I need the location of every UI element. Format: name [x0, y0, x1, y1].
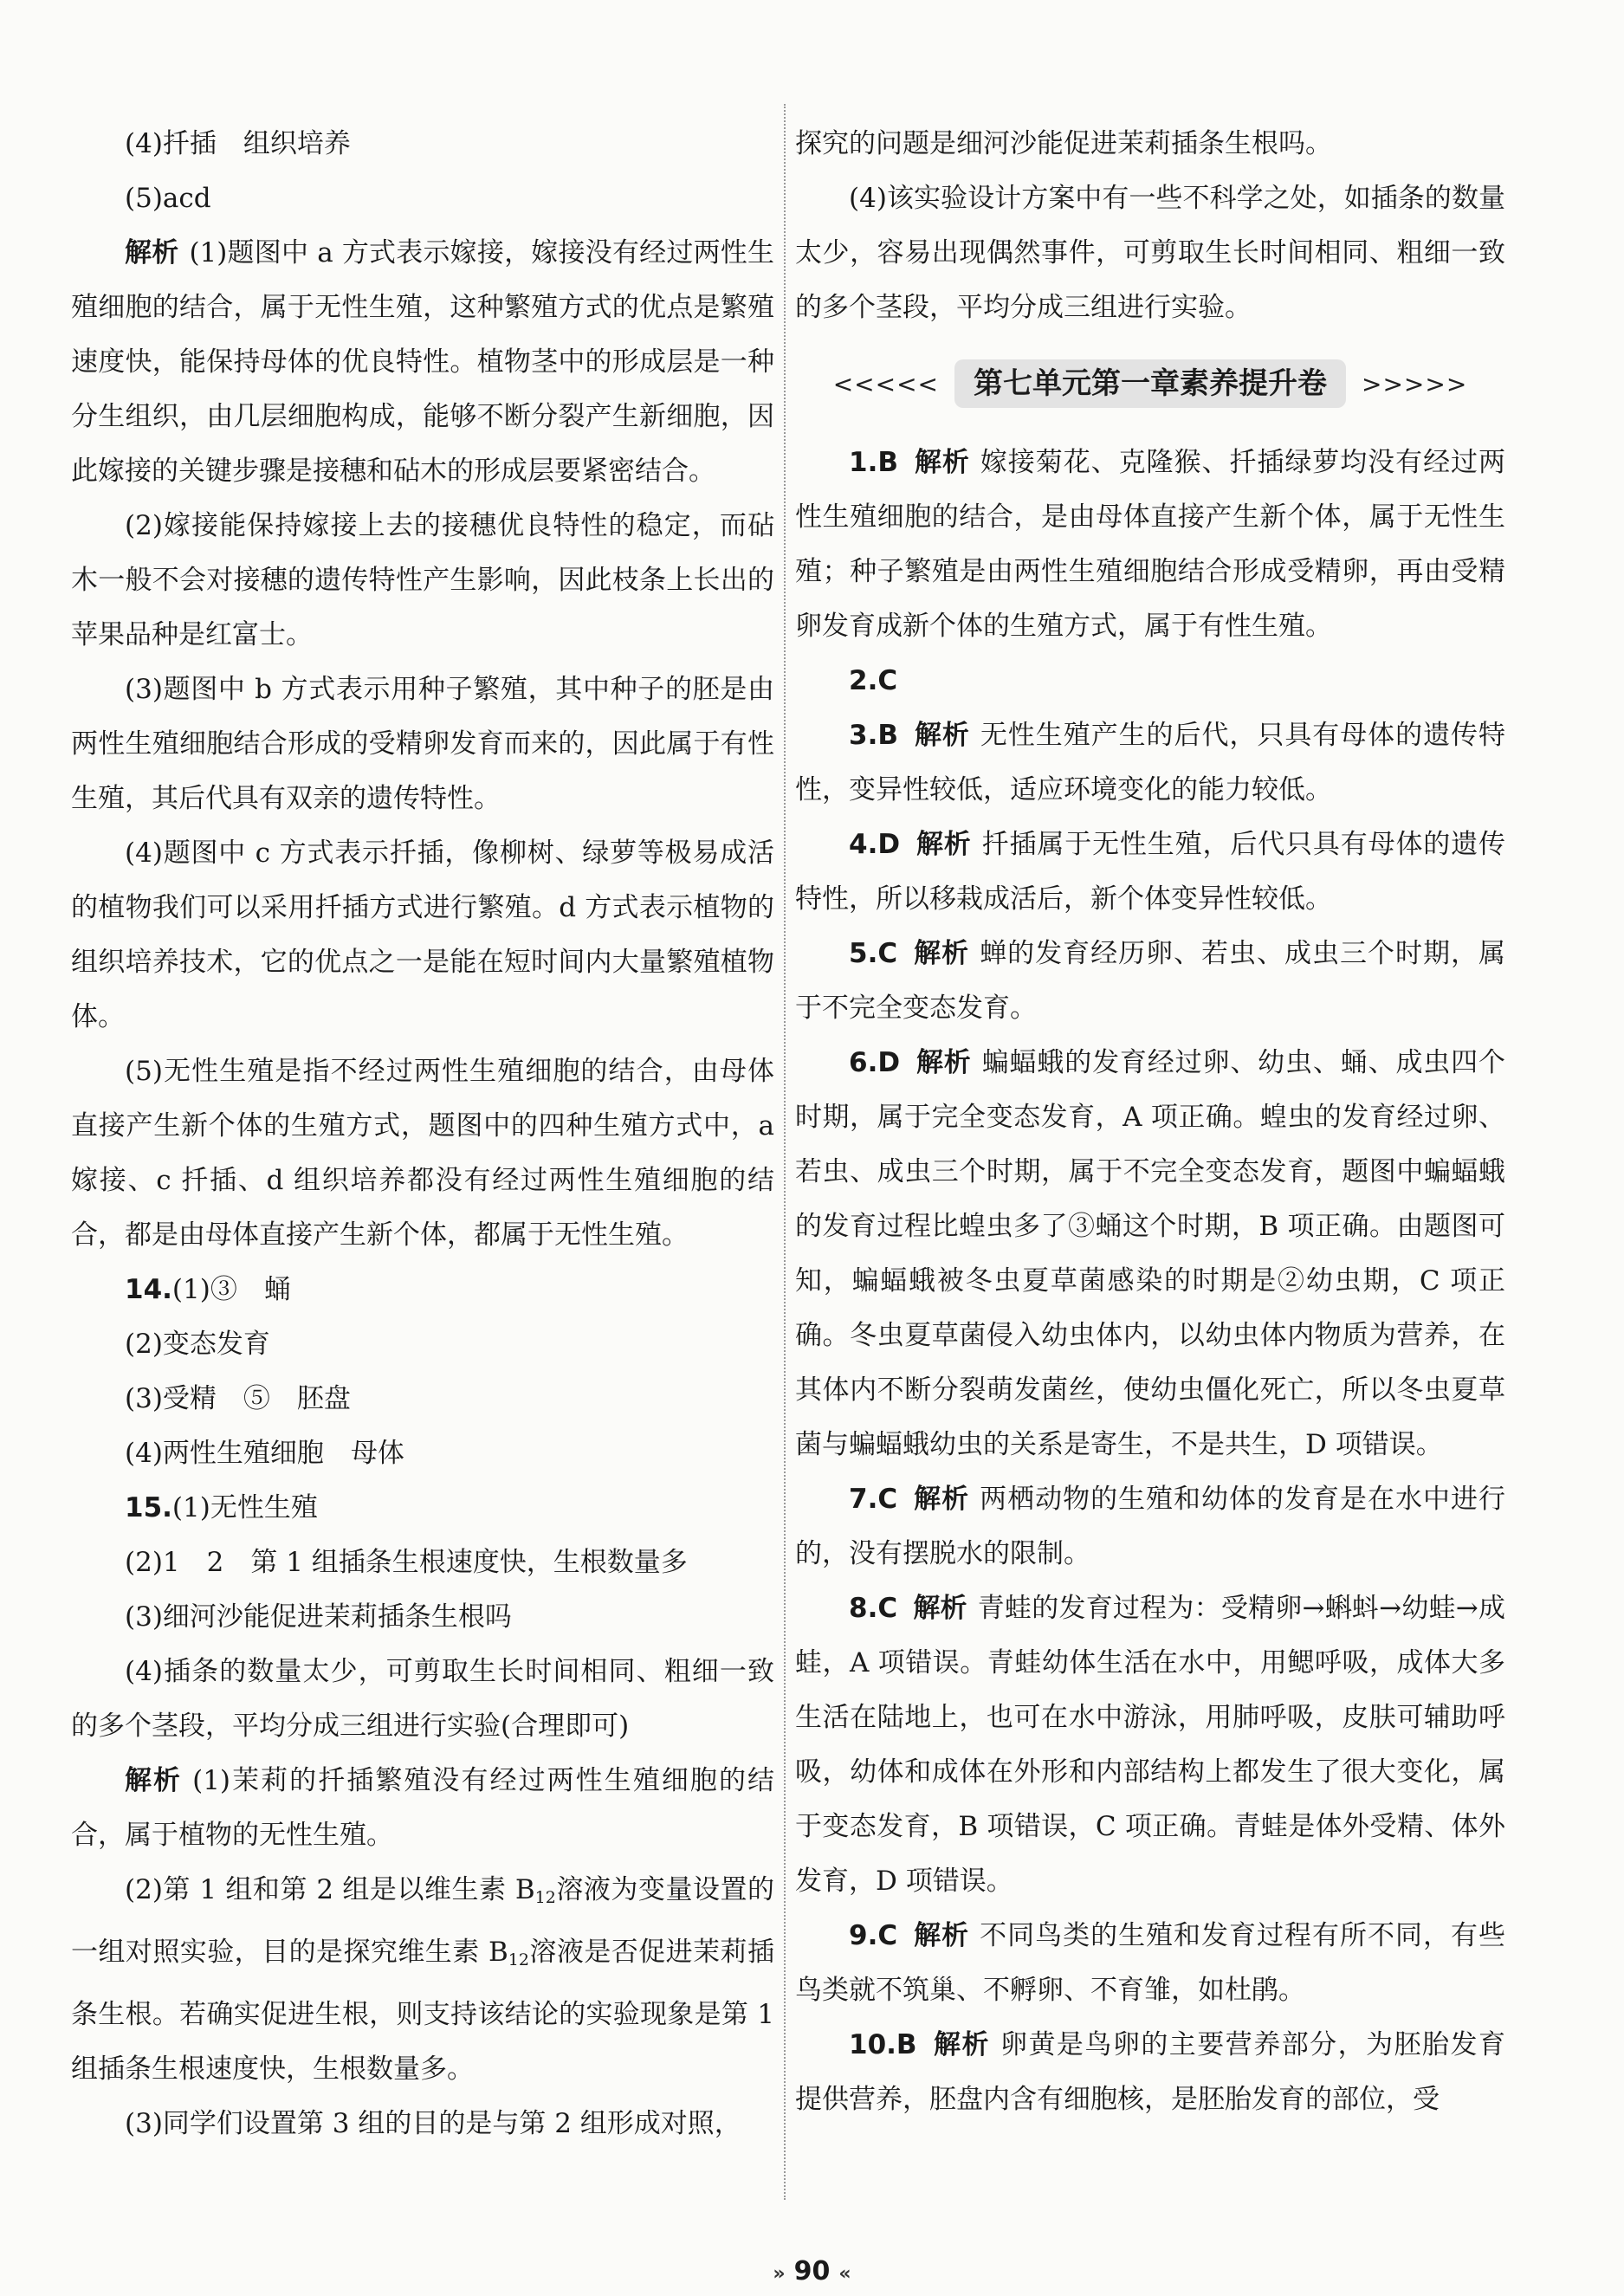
question-number: 6.D — [849, 1047, 901, 1078]
analysis-label: 解析 — [916, 1047, 972, 1078]
analysis-paragraph: 解析 (1)茉莉的扦插繁殖没有经过两性生殖细胞的结合，属于植物的无性生殖。 — [71, 1765, 774, 1851]
answer-item: 1.B 解析 嫁接菊花、克隆猴、扦插绿萝均没有经过两性生殖细胞的结合，是由母体直接产生新个体，属于无性生殖；种子繁殖是由两性生殖细胞结合形成受精卵，再由受精卵发育成新个体的生殖方式，属于有性生殖。 — [795, 447, 1505, 642]
double-arrow-icon: » — [773, 2263, 786, 2285]
answer-item: 5.C 解析 蝉的发育经历卵、若虫、成虫三个时期，属于不完全变态发育。 — [795, 938, 1505, 1024]
analysis-label: 解析 — [125, 1765, 183, 1796]
analysis-paragraph: (4)该实验设计方案中有一些不科学之处，如插条的数量太少，容易出现偶然事件，可剪取生长时间相同、粗细一致的多个茎段，平均分成三组进行实验。 — [795, 183, 1505, 323]
question-number: 2.C — [849, 665, 898, 696]
right-column — [795, 117, 1505, 2127]
question-number: 7.C — [849, 1484, 898, 1515]
answer-line: (3)受精 ⑤ 胚盘 — [125, 1383, 351, 1414]
question-number: 8.C — [849, 1593, 898, 1624]
analysis-label: 解析 — [913, 1920, 970, 1951]
question-14-answer: 14.(1)③ 蛹 — [125, 1274, 291, 1305]
answer-line: (2)变态发育 — [125, 1329, 270, 1360]
question-number: 15. — [125, 1492, 172, 1523]
answer-item: 7.C 解析 两栖动物的生殖和幼体的发育是在水中进行的，没有摆脱水的限制。 — [795, 1484, 1505, 1569]
analysis-label: 解析 — [913, 1593, 967, 1624]
answer-item: 9.C 解析 不同鸟类的生殖和发育过程有所不同，有些鸟类就不筑巢、不孵卵、不育雏，如杜鹃。 — [795, 1920, 1505, 2006]
page-number: 90 — [793, 2256, 831, 2286]
column-divider — [784, 104, 786, 2200]
analysis-paragraph: 解析 (1)题图中 a 方式表示嫁接，嫁接没有经过两性生殖细胞的结合，属于无性生殖，这种繁殖方式的优点是繁殖速度快，能保持母体的优良特性。植物茎中的形成层是一种分生组织，由几层细胞构成，能够不断分裂产生新细胞，因此嫁接的关键步骤是接穗和砧木的形成层要紧密结合。 — [71, 237, 775, 487]
left-column — [71, 117, 774, 2151]
answer-line: (4)两性生殖细胞 母体 — [125, 1438, 404, 1469]
analysis-label: 解析 — [916, 829, 972, 860]
answer-item: 4.D 解析 扦插属于无性生殖，后代只具有母体的遗传特性，所以移栽成活后，新个体变异性较低。 — [795, 829, 1506, 915]
double-arrow-icon: « — [838, 2263, 851, 2285]
page-footer — [0, 2256, 1624, 2286]
answer-line: (2)1 2 第 1 组插条生根速度快，生根数量多 — [125, 1547, 688, 1578]
answer-line: (4)扦插 组织培养 — [125, 128, 351, 159]
analysis-paragraph: (2)第 1 组和第 2 组是以维生素 $B_{12}$溶液为变量设置的一组对照实验，目的是探究维生素 $B_{12}$溶液是否促进茉莉插条生根。若确实促进生根，则支持该结论的实验现象是第 1 组插条生根速度快，生根数量多。 — [71, 1874, 775, 2085]
answer-item: 8.C 解析 青蛙的发育过程为：受精卵→蝌蚪→幼蛙→成蛙，A 项错误。青蛙幼体生活在水中，用鳃呼吸，成体大多生活在陆地上，也可在水中游泳，用肺呼吸，皮肤可辅助呼吸，幼体和成体在外形和内部结构上都发生了很大变化，属于变态发育，B 项错误，C 项正确。青蛙是体外受精、体外发育，D 项错误。 — [795, 1593, 1505, 1897]
analysis-label: 解析 — [913, 447, 970, 478]
analysis-paragraph: (3)题图中 b 方式表示用种子繁殖，其中种子的胚是由两性生殖细胞结合形成的受精卵发育而来的，因此属于有性生殖，其后代具有双亲的遗传特性。 — [71, 674, 774, 814]
analysis-paragraph: (2)嫁接能保持嫁接上去的接穗优良特性的稳定，而砧木一般不会对接穗的遗传特性产生影响，因此枝条上长出的苹果品种是红富士。 — [71, 510, 774, 650]
chevron-right-icon: >>>>> — [1362, 369, 1468, 398]
question-number: 9.C — [849, 1920, 898, 1951]
answer-line: (4)插条的数量太少，可剪取生长时间相同、粗细一致的多个茎段，平均分成三组进行实验(合理即可) — [71, 1656, 774, 1742]
question-number: 10.B — [849, 2029, 917, 2060]
answer-list — [795, 436, 1505, 2127]
analysis-paragraph: (4)题图中 c 方式表示扦插，像柳树、绿萝等极易成活的植物我们可以采用扦插方式进行繁殖。d 方式表示植物的组织培养技术，它的优点之一是能在短时间内大量繁殖植物体。 — [71, 838, 774, 1032]
answer-item: 6.D 解析 蝙蝠蛾的发育经过卵、幼虫、蛹、成虫四个时期，属于完全变态发育，A 项正确。蝗虫的发育经过卵、若虫、成虫三个时期，属于不完全变态发育，题图中蝙蝠蛾的发育过程比蝗虫多了③蛹这个时期，B 项正确。由题图可知，蝙蝠蛾被冬虫夏草菌感染的时期是②幼虫期，C 项正确。冬虫夏草菌侵入幼虫体内，以幼虫体内物质为营养，在其体内不断分裂萌发菌丝，使幼虫僵化死亡，所以冬虫夏草菌与蝙蝠蛾幼虫的关系是寄生，不是共生，D 项错误。 — [795, 1047, 1506, 1460]
answer-line: (3)细河沙能促进茉莉插条生根吗 — [125, 1601, 512, 1633]
analysis-paragraph: (3)同学们设置第 3 组的目的是与第 2 组形成对照， — [125, 2108, 741, 2139]
analysis-label: 解析 — [913, 720, 970, 751]
question-number: 3.B — [849, 720, 898, 751]
chevron-left-icon: <<<<< — [832, 369, 939, 398]
question-number: 4.D — [849, 829, 901, 860]
analysis-label: 解析 — [913, 1484, 970, 1515]
section-title: 第七单元第一章素养提升卷 — [954, 359, 1346, 408]
analysis-label: 解析 — [913, 938, 970, 969]
section-banner — [795, 347, 1505, 420]
question-number: 14. — [125, 1274, 172, 1305]
analysis-label: 解析 — [125, 237, 179, 268]
answer-item: 10.B 解析 卵黄是鸟卵的主要营养部分，为胚胎发育提供营养，胚盘内含有细胞核，是胚胎发育的部位，受 — [795, 2029, 1506, 2115]
answer-line: (5)acd — [125, 183, 211, 214]
analysis-paragraph: 探究的问题是细河沙能促进茉莉插条生根吗。 — [795, 128, 1332, 159]
answer-item: 3.B 解析 无性生殖产生的后代，只具有母体的遗传特性，变异性较低，适应环境变化的能力较低。 — [795, 720, 1505, 805]
answer-item — [795, 654, 1505, 708]
question-number: 5.C — [849, 938, 898, 969]
question-15-answer: 15.(1)无性生殖 — [125, 1492, 318, 1523]
analysis-paragraph: (5)无性生殖是指不经过两性生殖细胞的结合，由母体直接产生新个体的生殖方式，题图中的四种生殖方式中，a 嫁接、c 扦插、d 组织培养都没有经过两性生殖细胞的结合，都是由母体直接产生新个体，都属于无性生殖。 — [71, 1056, 774, 1251]
question-number: 1.B — [849, 447, 898, 478]
analysis-label: 解析 — [932, 2029, 990, 2060]
